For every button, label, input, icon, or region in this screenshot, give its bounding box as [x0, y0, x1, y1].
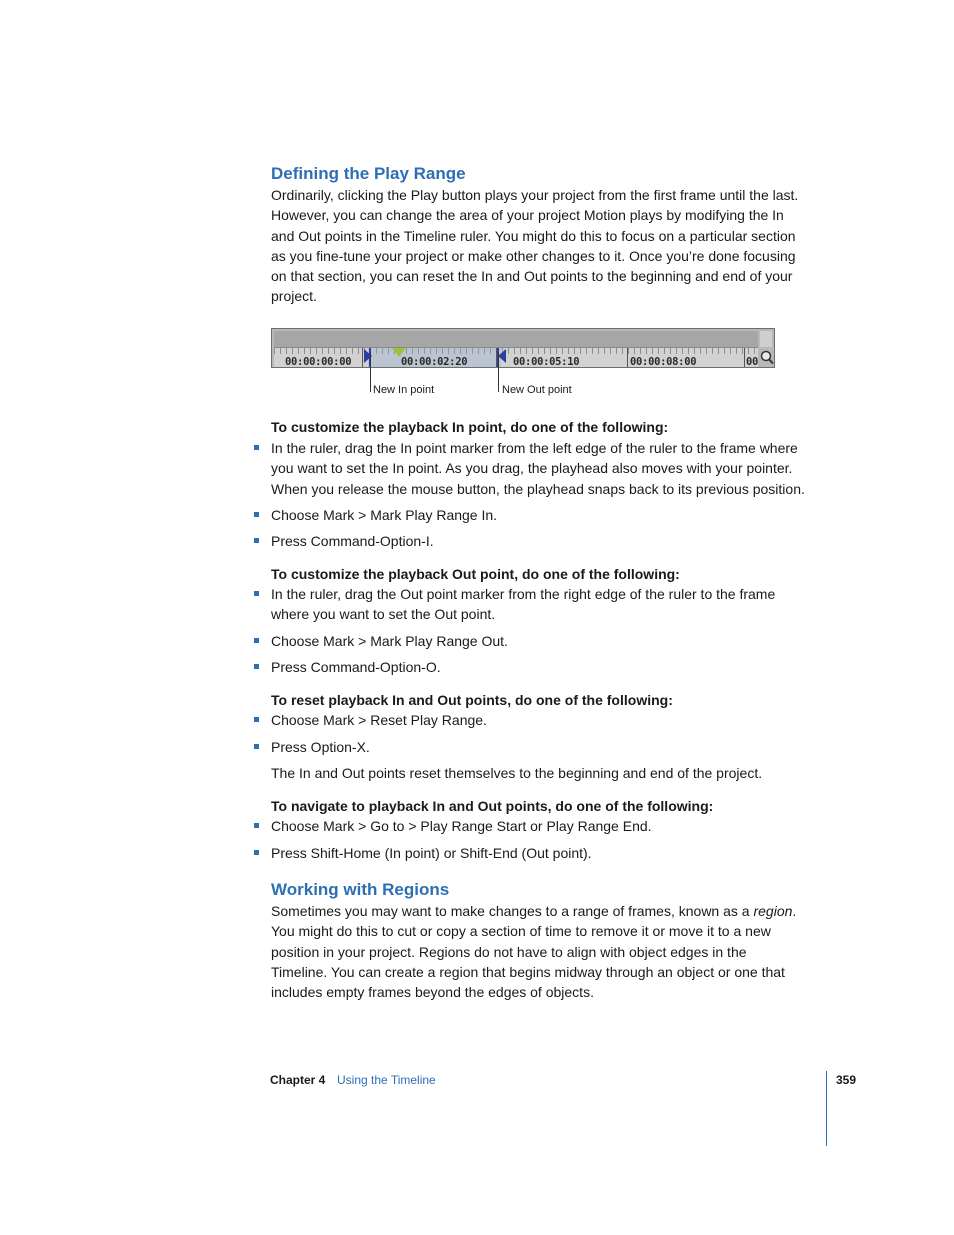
bullet-icon: [254, 638, 259, 643]
playhead-marker[interactable]: [392, 348, 406, 357]
list-item: [254, 505, 824, 526]
zoom-icon[interactable]: [760, 350, 774, 365]
reset-note: The In and Out points reset themselves to the beginning and end of the project.: [271, 765, 763, 781]
text-line: position in your project. Regions do not have to align with object edges in the: [271, 943, 747, 960]
ruler-track: [274, 331, 758, 348]
list-item: [254, 531, 824, 552]
list-item: [254, 710, 824, 731]
paragraph-play-range: [271, 185, 831, 307]
text-line: Ordinarily, clicking the Play button plays your project from the first frame until the last.: [271, 187, 799, 203]
list-item: [254, 584, 824, 626]
footer-divider: [826, 1071, 827, 1146]
text-line: Press Command-Option-I.: [271, 533, 434, 549]
text-run: .: [792, 903, 797, 919]
timecode-label: 00:00:08:00: [630, 356, 697, 368]
list-item: [254, 816, 824, 837]
timecode-label: 00:00:00:00: [285, 356, 352, 368]
text-line: on that section, you can reset the In and Out points to the beginning and end of your: [271, 268, 793, 285]
bullet-icon: [254, 823, 259, 828]
callout-line-out: [498, 352, 499, 392]
paragraph-regions: [271, 901, 831, 1002]
text-line: You might do this to cut or copy a section of time to remove it or move it to a new: [271, 923, 771, 940]
text-line: you want to set the In point. As you drag, the playhead also moves with your pointer.: [271, 460, 793, 477]
timecode-label: 00:00:05:10: [513, 356, 580, 368]
bullet-icon: [254, 850, 259, 855]
list-item: [254, 657, 824, 678]
text-line: Timeline. You can create a region that begins midway through an object or one that: [271, 963, 785, 980]
timeline-ruler-figure: [271, 328, 775, 368]
text-line: includes empty frames beyond the edges of objects.: [271, 984, 594, 1001]
callout-new-out-point: New Out point: [502, 384, 572, 396]
page-number: 359: [836, 1073, 857, 1087]
text-line: Press Option-X.: [271, 739, 370, 755]
task-heading-reset: To reset playback In and Out points, do one of the following:: [271, 692, 673, 708]
ruler-tick: [744, 348, 745, 367]
text-line: Choose Mark > Mark Play Range In.: [271, 507, 498, 523]
text-line: where you want to set the Out point.: [271, 606, 496, 623]
text-line: as you fine-tune your project or make other changes to it. Once you’re done focusing: [271, 247, 796, 264]
text-line: Choose Mark > Go to > Play Range Start or Play Range End.: [271, 818, 652, 834]
callout-new-in-point: New In point: [373, 384, 435, 396]
bullet-icon: [254, 538, 259, 543]
task-heading-out-point: To customize the playback Out point, do one of the following:: [271, 566, 680, 582]
text-line: In the ruler, drag the In point marker from the left edge of the ruler to the frame where: [271, 440, 798, 456]
text-line: and Out points in the Timeline ruler. You might do this to focus on a particular section: [271, 227, 796, 244]
section-heading-play-range: Defining the Play Range: [271, 164, 466, 183]
bullet-icon: [254, 591, 259, 596]
list-item: [254, 631, 824, 652]
bullet-icon: [254, 744, 259, 749]
text-line: Choose Mark > Mark Play Range Out.: [271, 633, 508, 649]
footer-chapter: Chapter 4: [270, 1073, 326, 1087]
text-line: However, you can change the area of your project Motion plays by modifying the In: [271, 207, 784, 224]
text-line: project.: [271, 288, 317, 305]
ruler-tick: [362, 348, 363, 367]
timecode-label: 00: [746, 356, 759, 368]
bullet-icon: [254, 664, 259, 669]
bullet-icon: [254, 512, 259, 517]
callout-line-in: [370, 352, 371, 392]
text-run: Sometimes you may want to make changes to a range of frames, known as a: [271, 903, 754, 919]
out-point-marker[interactable]: [498, 349, 506, 363]
text-line: Press Shift-Home (In point) or Shift-End (Out point).: [271, 845, 592, 861]
ruler-track-end: [760, 331, 772, 347]
list-item: [254, 438, 824, 500]
timecode-label: 00:00:02:20: [401, 356, 468, 368]
bullet-icon: [254, 445, 259, 450]
bullet-icon: [254, 717, 259, 722]
text-line: When you release the mouse button, the playhead snaps back to its previous position.: [271, 480, 805, 497]
text-line: Press Command-Option-O.: [271, 659, 441, 675]
task-heading-navigate: To navigate to playback In and Out points, do one of the following:: [271, 798, 714, 814]
text-line: [271, 901, 831, 921]
text-line: Choose Mark > Reset Play Range.: [271, 712, 487, 728]
footer-chapter-title: Using the Timeline: [337, 1073, 436, 1087]
list-item: [254, 737, 824, 758]
ruler-tick: [627, 348, 628, 367]
region-term: region: [753, 903, 793, 919]
section-heading-regions: Working with Regions: [271, 880, 450, 899]
text-line: In the ruler, drag the Out point marker from the right edge of the ruler to the frame: [271, 586, 776, 602]
list-item: [254, 843, 824, 864]
task-heading-in-point: To customize the playback In point, do one of the following:: [271, 419, 669, 435]
